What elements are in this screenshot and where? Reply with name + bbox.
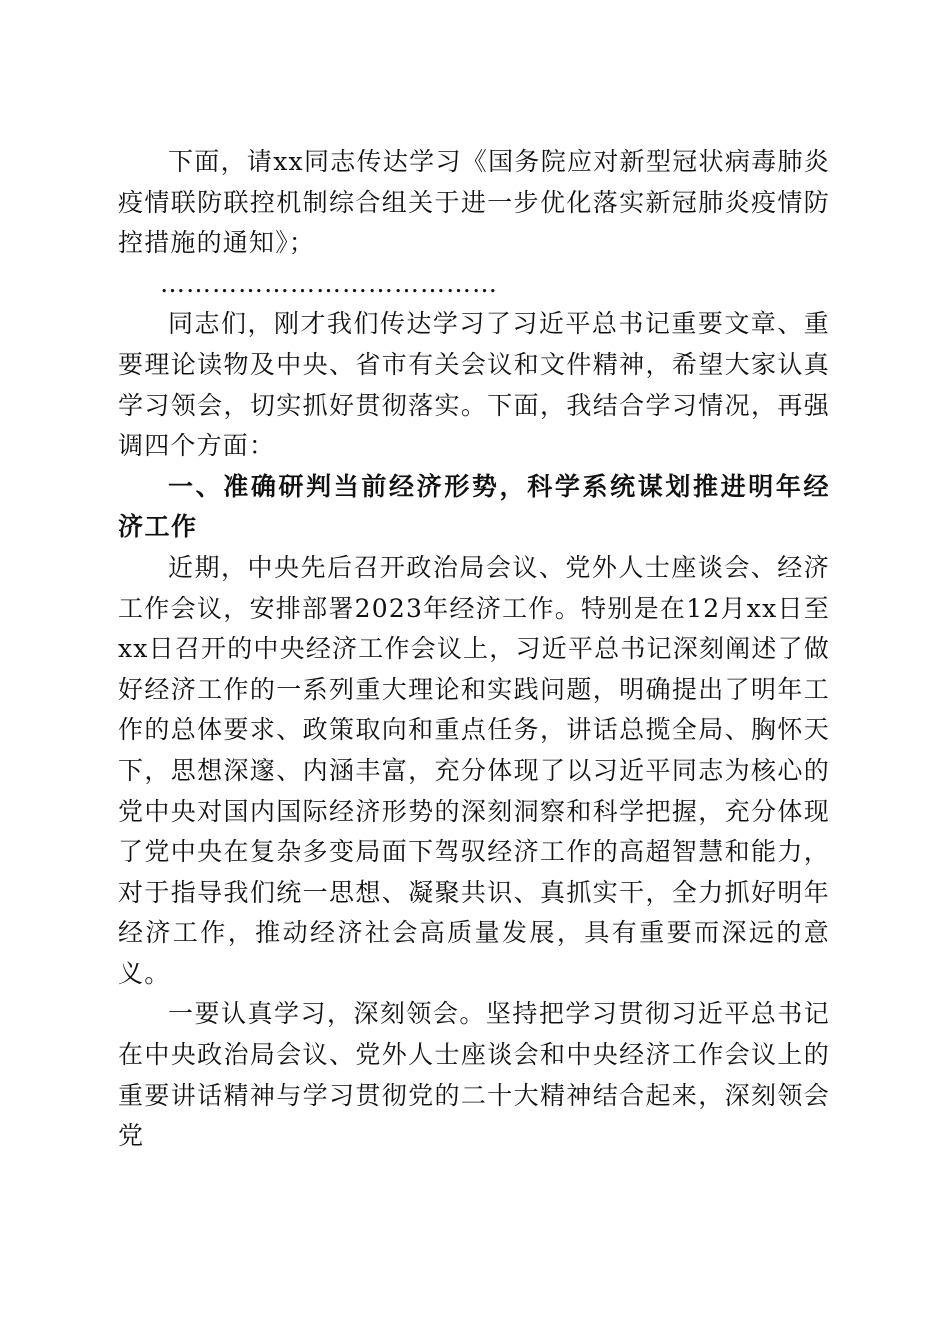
paragraph-study: 一要认真学习，深刻领会。坚持把学习贯彻习近平总书记在中央政治局会议、党外人士座谈会和中央经济工作会议上的重要讲话精神与学习贯彻党的二十大精神结合起来，深刻领会党 — [118, 999, 830, 1151]
paragraph-notice: 下面，请xx同志传达学习《国务院应对新型冠状病毒肺炎疫情联防联控机制综合组关于进一步优化落实新冠肺炎疫情防控措施的通知》； — [118, 147, 830, 258]
document-body — [118, 142, 830, 1157]
section-heading-1: 一、准确研判当前经济形势，科学系统谋划推进明年经济工作 — [118, 471, 830, 542]
paragraph-economy: 近期，中央先后召开政治局会议、党外人士座谈会、经济工作会议，安排部署2023年经济工作。特别是在12月xx日至xx日召开的中央经济工作会议上，习近平总书记深刻阐述了做好经济工作的一系列重大理论和实践问题，明确提出了明年工作的总体要求、政策取向和重点任务，讲话总揽全局、胸怀天下，思想深邃、内涵丰富，充分体现了以习近平同志为核心的党中央对国内国际经济形势的深刻洞察和科学把握，充分体现了党中央在复杂多变局面下驾驭经济工作的高超智慧和能力，对于指导我们统一思想、凝聚共识、真抓实干，全力抓好明年经济工作，推动经济社会高质量发展，具有重要而深远的意义。 — [118, 552, 830, 988]
paragraph-intro: 同志们，刚才我们传达学习了习近平总书记重要文章、重要理论读物及中央、省市有关会议和文件精神，希望大家认真学习领会，切实抓好贯彻落实。下面，我结合学习情况，再强调四个方面： — [118, 309, 830, 461]
ellipsis-line: ………………………………… — [160, 268, 498, 298]
